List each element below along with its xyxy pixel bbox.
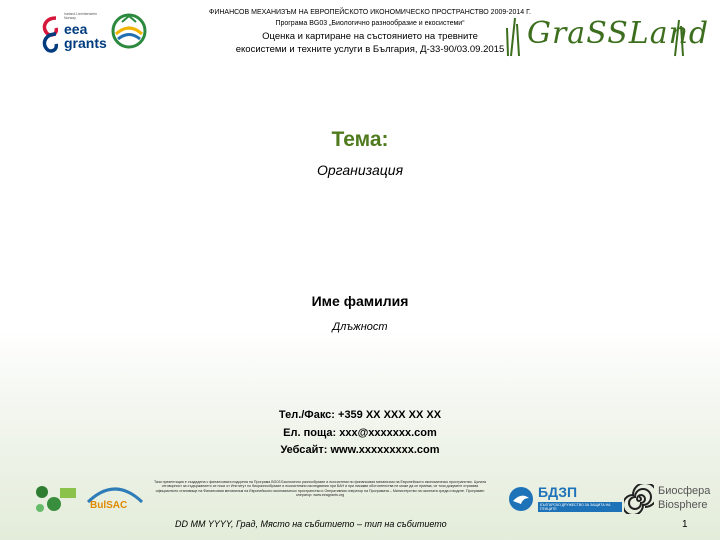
contact-website: Уебсайт: www.xxxxxxxxx.com	[280, 444, 440, 456]
contact-phone: Тел./Факс: +359 XX XXX XX XX	[278, 409, 442, 421]
bulsac-wordmark: BulSAC	[90, 500, 128, 511]
topic-value: Организация	[316, 162, 404, 178]
bulsac-logo	[84, 482, 146, 516]
header-program-name: Програма BG03 „Биологично разнообразие и екосистеми“	[275, 20, 465, 27]
page-number: 1	[682, 519, 688, 530]
contact-email: Ел. поща: xxx@xxxxxxx.com	[283, 427, 437, 439]
biodiversity-programme-logo	[110, 12, 148, 50]
grassland-wordmark: GraSSLand	[527, 16, 710, 51]
bdzp-logo	[508, 484, 618, 516]
spiral-icon	[624, 484, 654, 514]
biosphere-logo	[624, 482, 714, 516]
iber-logo	[32, 482, 80, 516]
bird-icon	[508, 486, 534, 512]
eea-emblem-icon	[38, 14, 62, 54]
header-project-code: екосистеми и техните услуги в България, Д-33-90/03.09.2015	[235, 44, 505, 55]
event-info: DD MM YYYY, Град, Място на събитието – тип на събитието	[175, 519, 447, 529]
presenter-position: Длъжност	[332, 321, 388, 333]
bdzp-subtitle: БЪЛГАРСКО ДРУЖЕСТВО ЗА ЗАЩИТА НА ПТИЦИТЕ	[538, 502, 622, 512]
biosphere-bg: Биосфера	[658, 485, 711, 497]
presenter-name: Име фамилия	[311, 293, 409, 309]
grassland-logo	[505, 12, 710, 57]
funding-disclaimer: Тази презентация е създадена с финансовата подкрепа на Програма BG03 Биологично разнообразие и екосистеми по финансовия механизъм на Европейското икономическо пространство. Цялата отговорност за съдържанието се носи от Институт по биоразнообразие и екосистемни изследвания при БАН и при никакви обстоятелства не може да се приема, че този документ отразява официалното становище на Финансовия механизъм на Европейското икономическо пространство и Оперативния оператор на Програмата – Министерство на околната среда и водите. Програмен оператор: www.eeagrants.org	[153, 480, 487, 498]
header-project-title: Оценка и картиране на състоянието на тревните	[262, 31, 478, 42]
grants-word: grants	[64, 35, 107, 51]
biosphere-en: Biosphere	[658, 499, 708, 511]
eea-word: eea	[64, 21, 88, 37]
eea-grants-logo	[38, 12, 108, 54]
eea-countries: Iceland Liechtenstein Norway	[64, 12, 97, 20]
bdzp-wordmark: БДЗП	[538, 484, 578, 500]
header-program-line: ФИНАНСОВ МЕХАНИЗЪМ НА ЕВРОПЕЙСКОТО ИКОНОМИЧЕСКО ПРОСТРАНСТВО 2009-2014 Г.	[209, 9, 531, 16]
topic-label: Тема:	[331, 128, 389, 151]
